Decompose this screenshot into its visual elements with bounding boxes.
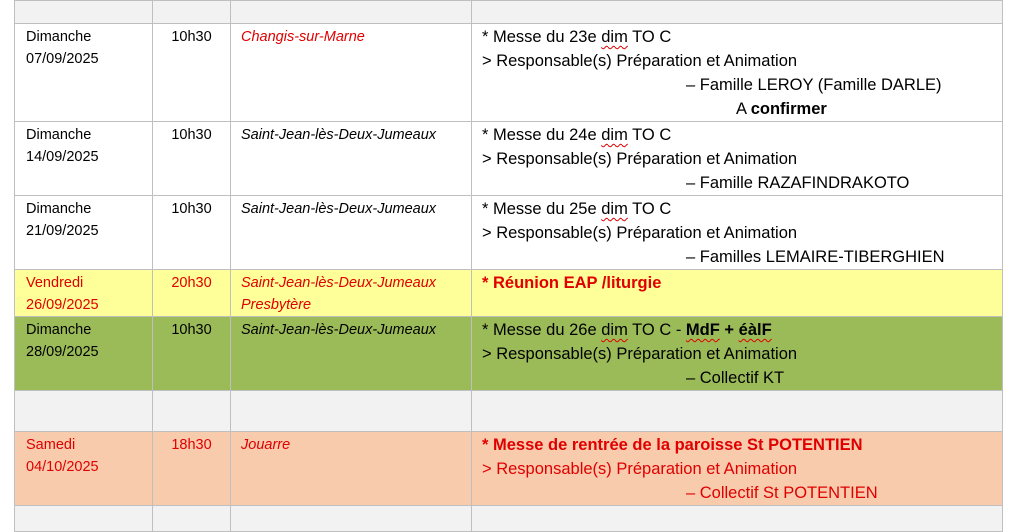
blank-cell [231, 391, 472, 432]
blank-cell [153, 391, 231, 432]
mass-title: * Messe du 24e dim TO C [482, 126, 672, 144]
place-label: Saint-Jean-lès-Deux-Jumeaux [241, 275, 437, 291]
responsible-label: > Responsable(s) Préparation et Animation [482, 52, 798, 70]
date-label: 14/09/2025 [26, 149, 99, 165]
place-cell: Changis-sur-Marne [231, 24, 472, 122]
date-label: 26/09/2025 [26, 297, 99, 313]
responsible-label: > Responsable(s) Préparation et Animation [482, 345, 798, 363]
event-title: * Messe de rentrée de la paroisse St POTENTIEN [482, 436, 863, 454]
blank-cell [153, 1, 231, 24]
day-label: Dimanche [26, 127, 92, 143]
date-label: 21/09/2025 [26, 223, 99, 239]
time-cell: 18h30 [153, 432, 231, 506]
place-detail-label: Presbytère [241, 297, 312, 313]
time-cell: 20h30 [153, 270, 231, 317]
mass-title: * Messe du 26e dim TO C - MdF + éàlF [482, 321, 772, 339]
family-label: – Collectif KT [686, 369, 785, 387]
date-cell [15, 122, 153, 196]
day-label: Vendredi [26, 275, 84, 291]
description-cell [472, 432, 1003, 506]
time-cell: 10h30 [153, 24, 231, 122]
date-label: 07/09/2025 [26, 51, 99, 67]
day-label: Dimanche [26, 29, 92, 45]
blank-cell [231, 506, 472, 532]
family-label: – Familles LEMAIRE-TIBERGHIEN [686, 248, 945, 266]
mass-title: * Messe du 25e dim TO C [482, 200, 672, 218]
family-label: – Famille LEROY (Famille DARLE) [686, 76, 942, 94]
time-cell: 10h30 [153, 196, 231, 270]
blank-cell [15, 391, 153, 432]
date-label: 28/09/2025 [26, 344, 99, 360]
place-cell: Saint-Jean-lès-Deux-Jumeaux [231, 317, 472, 391]
blank-cell [472, 506, 1003, 532]
mass-title: * Messe du 23e dim TO C [482, 28, 672, 46]
table-row [15, 122, 1003, 196]
place-cell [231, 270, 472, 317]
description-cell [472, 317, 1003, 391]
responsible-label: > Responsable(s) Préparation et Animation [482, 460, 798, 478]
blank-cell [472, 1, 1003, 24]
description-cell [472, 122, 1003, 196]
blank-cell [15, 1, 153, 24]
date-label: 04/10/2025 [26, 459, 99, 475]
family-label: – Collectif St POTENTIEN [686, 484, 878, 502]
place-cell: Saint-Jean-lès-Deux-Jumeaux [231, 122, 472, 196]
blank-row [15, 391, 1003, 432]
description-cell [472, 24, 1003, 122]
time-cell: 10h30 [153, 317, 231, 391]
description-cell [472, 270, 1003, 317]
blank-cell [231, 1, 472, 24]
confirm-label: A confirmer [736, 100, 827, 118]
table-row [15, 24, 1003, 122]
date-cell [15, 317, 153, 391]
blank-cell [15, 506, 153, 532]
description-cell [472, 196, 1003, 270]
responsible-label: > Responsable(s) Préparation et Animation [482, 224, 798, 242]
date-cell [15, 270, 153, 317]
blank-cell [153, 506, 231, 532]
place-cell: Jouarre [231, 432, 472, 506]
blank-row [15, 506, 1003, 532]
day-label: Samedi [26, 437, 76, 453]
table-row [15, 317, 1003, 391]
time-cell: 10h30 [153, 122, 231, 196]
responsible-label: > Responsable(s) Préparation et Animation [482, 150, 798, 168]
table-row [15, 432, 1003, 506]
date-cell [15, 196, 153, 270]
table-row [15, 196, 1003, 270]
event-title: * Réunion EAP /liturgie [482, 274, 662, 292]
date-cell [15, 24, 153, 122]
family-label: – Famille RAZAFINDRAKOTO [686, 174, 910, 192]
blank-row [15, 1, 1003, 24]
day-label: Dimanche [26, 201, 92, 217]
blank-cell [472, 391, 1003, 432]
table-row [15, 270, 1003, 317]
date-cell [15, 432, 153, 506]
day-label: Dimanche [26, 322, 92, 338]
place-cell: Saint-Jean-lès-Deux-Jumeaux [231, 196, 472, 270]
schedule-table [14, 0, 1003, 532]
